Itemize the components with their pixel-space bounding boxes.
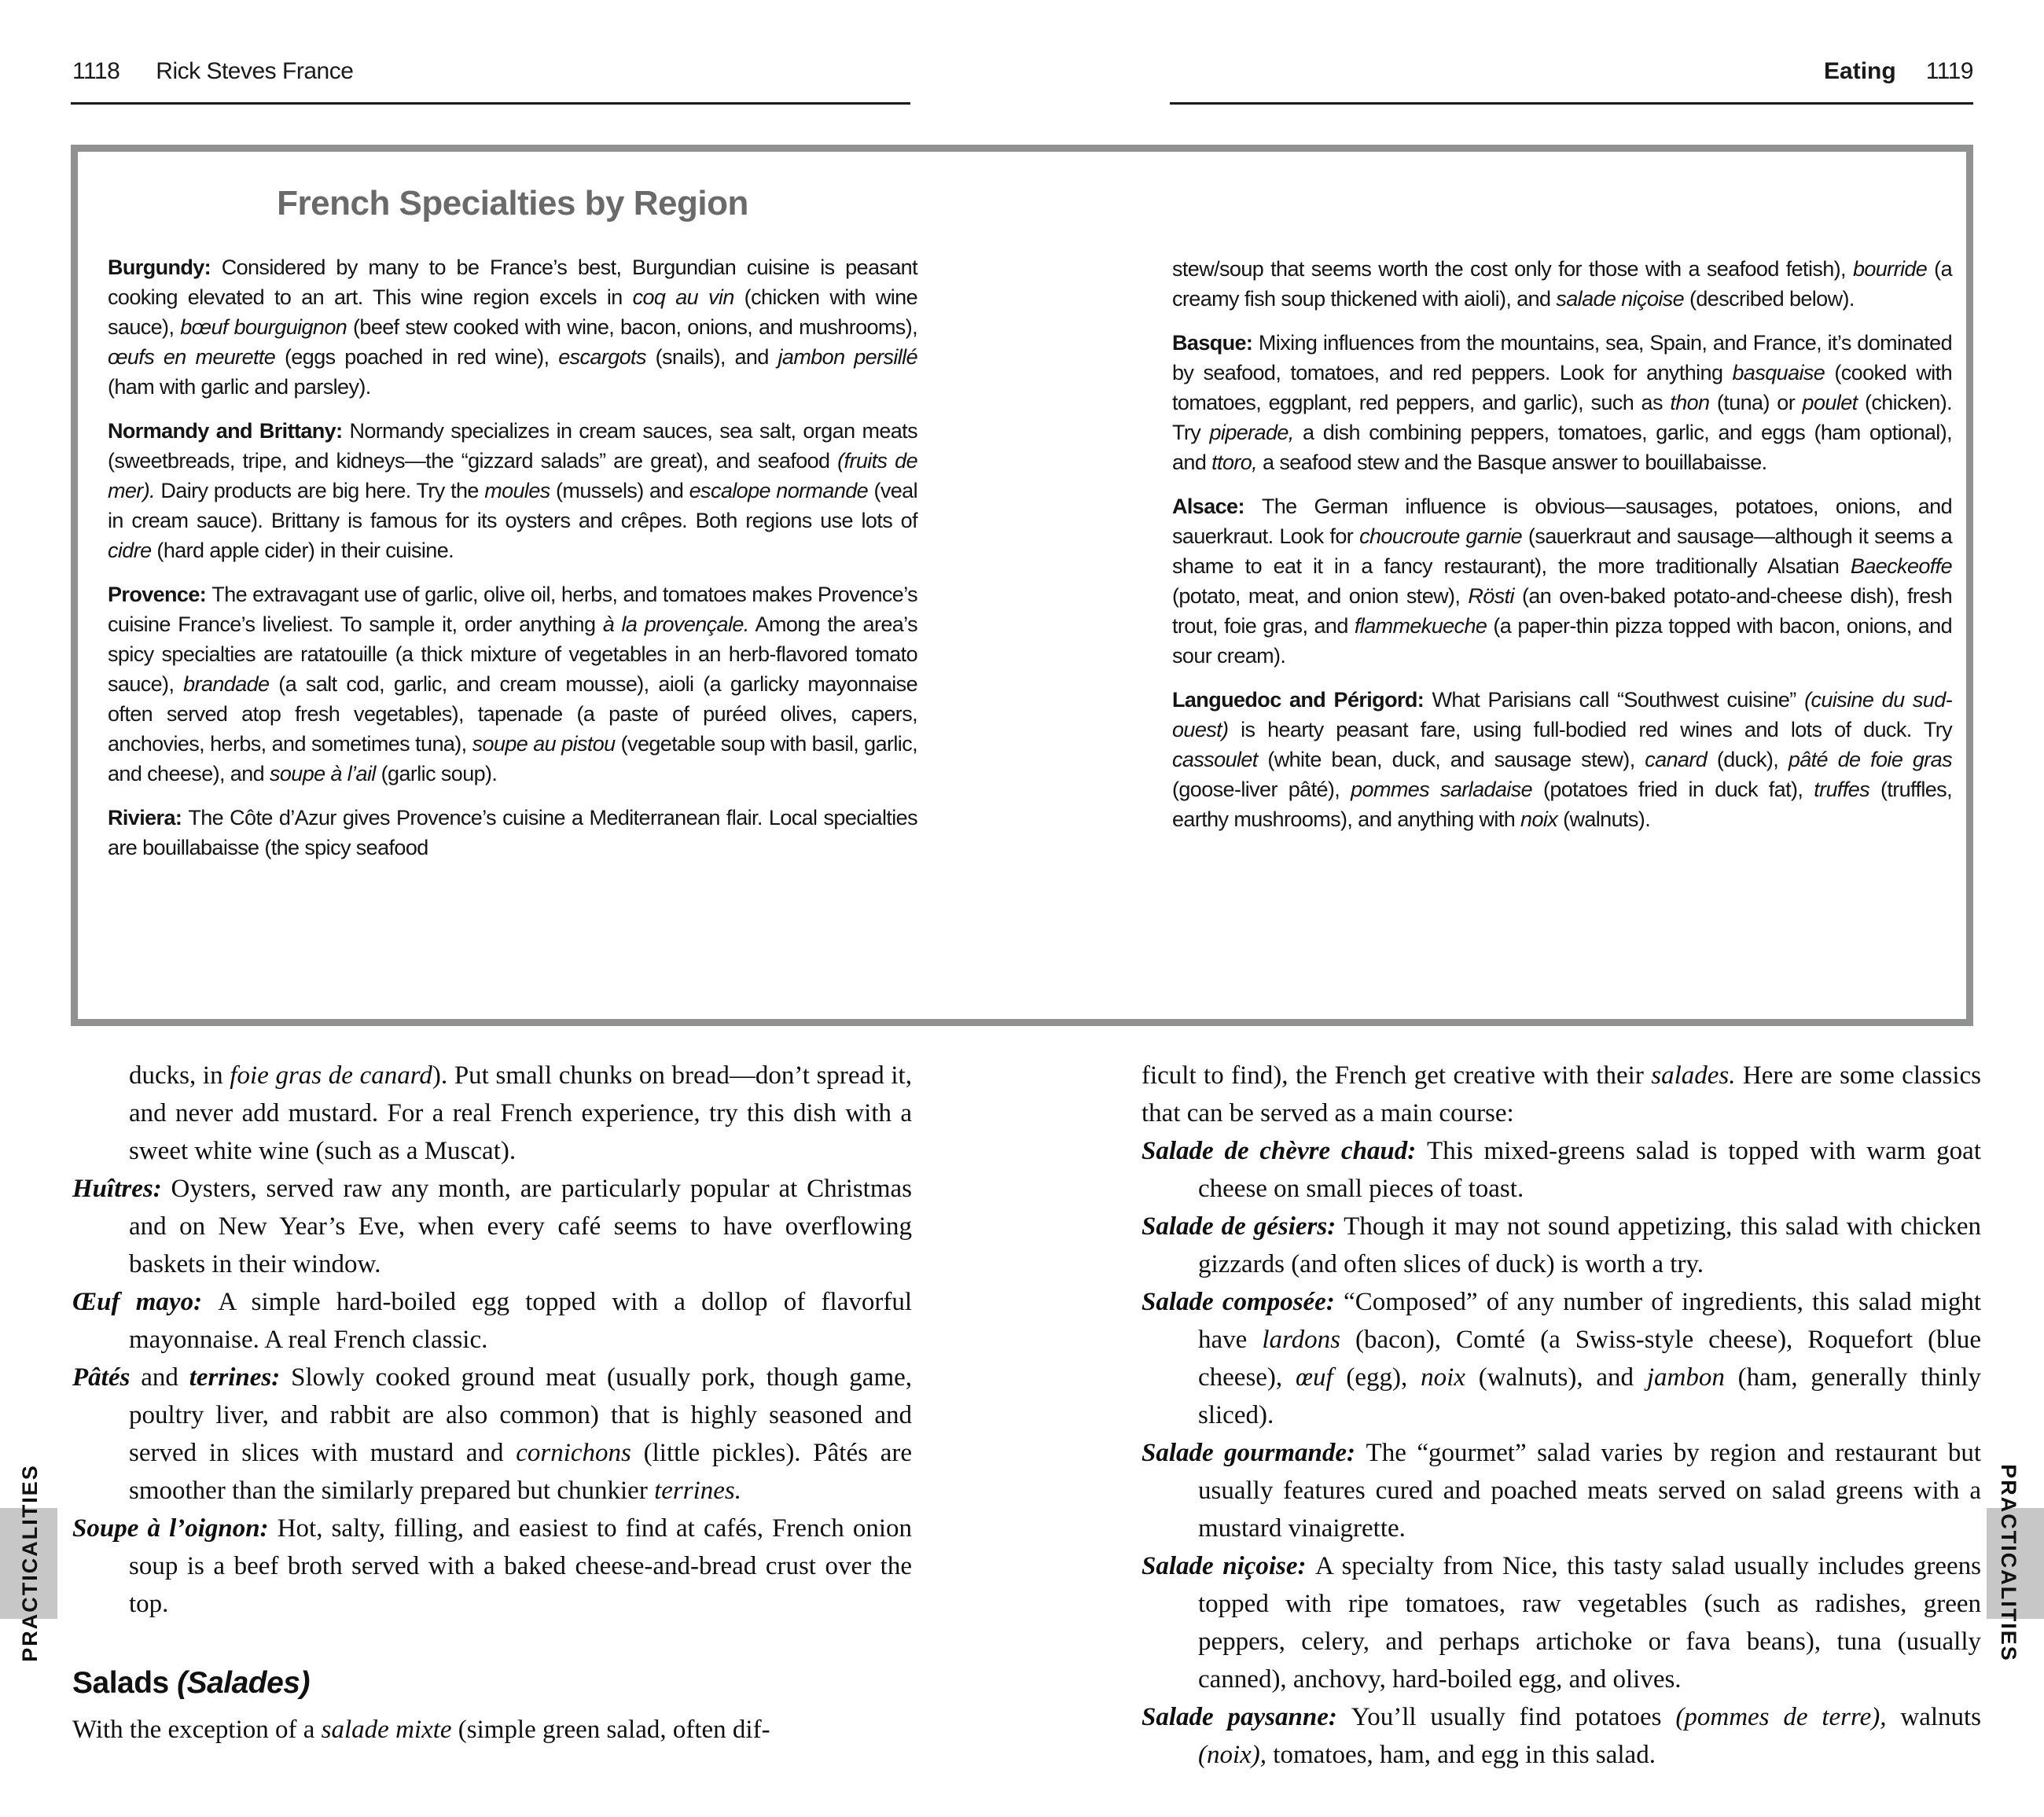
text-segment: Languedoc and Périgord: (1172, 688, 1432, 712)
specialties-box-left-paragraphs (108, 252, 917, 863)
text-segment: Salade gourmande: (1141, 1439, 1366, 1467)
text-segment: Salade paysanne: (1141, 1703, 1351, 1731)
languedoc-perigord-paragraph (1172, 685, 1952, 834)
text-segment: (walnuts), and (1465, 1363, 1647, 1392)
text-segment: (ham, generally thinly sliced). (1198, 1363, 1981, 1429)
text-segment: (a creamy fish soup thickened with aioli), and (1172, 257, 1952, 311)
salade-nicoise-entry (1141, 1547, 1981, 1698)
text-segment: brandade (183, 672, 270, 696)
text-segment: thon (1670, 391, 1710, 414)
text-segment: noix (1520, 807, 1558, 831)
text-segment: Baeckeoffe (1850, 554, 1952, 578)
chapter-title: Eating (1824, 58, 1896, 84)
text-segment: bourride (1852, 257, 1928, 281)
text-segment: ficult to find), the French get creative with their (1141, 1061, 1652, 1090)
text-segment: Mixing influences from the mountains, sea, Spain, and France, it’s dominated by seafood, tomatoes, and red peppers. Look for anything (1172, 331, 1952, 384)
text-segment: (hard apple cider) in their cuisine. (151, 539, 454, 562)
text-segment: truffes (1814, 778, 1870, 801)
text-segment: A specialty from Nice, this tasty salad usually includes greens topped with ripe tomatoes, raw vegetables (such as radishes, green peppers, celery, and perhaps artichoke or fava beans), tuna (usually canned), anchovy, hard-boiled egg, and olives. (1198, 1552, 1982, 1694)
soupe-a-loignon-entry (72, 1510, 912, 1623)
text-segment: What Parisians call “Southwest cuisine” (1432, 688, 1805, 712)
text-segment: Salade niçoise: (1141, 1552, 1316, 1580)
text-segment: terrines. (654, 1477, 741, 1505)
text-segment: a seafood stew and the Basque answer to bouillabaisse. (1257, 451, 1767, 474)
text-segment: ). Put small chunks on bread—don’t spread it, and never add mustard. For a real French experience, try this dish with a sweet white wine (such as a Muscat). (129, 1061, 912, 1165)
salade-paysanne-entry (1141, 1698, 1981, 1774)
text-segment: walnuts (1886, 1703, 1982, 1731)
text-segment: (veal in cream sauce). Brittany is famous for its oysters and crêpes. Both regions use lots of (108, 479, 917, 532)
text-segment: “Composed” of any number of ingredients, this salad might have (1198, 1288, 1982, 1354)
text-segment: œuf (1295, 1363, 1333, 1392)
text-segment: (walnuts). (1557, 807, 1651, 831)
text-segment: à la provençale. (602, 612, 749, 636)
text-segment: escalope normande (689, 479, 869, 502)
text-segment: stew/soup that seems worth the cost only for those with a seafood fetish), (1172, 257, 1853, 281)
text-segment: Rösti (1468, 584, 1514, 608)
riviera-continued-paragraph (1172, 254, 1952, 314)
practicalities-tab-left: PRACTICALITIES (18, 1464, 42, 1662)
salads-intro-paragraph (72, 1711, 912, 1749)
book-title: Rick Steves France (156, 58, 354, 84)
text-segment: Slowly cooked ground meat (usually pork, though game, poultry liver, and rabbit are also common) that is highly seasoned and served in slices with mustard and (129, 1363, 913, 1467)
text-segment: noix (1421, 1363, 1465, 1392)
text-segment: soupe au pistou (472, 732, 616, 756)
text-segment: choucroute garnie (1359, 524, 1523, 548)
text-segment: Œuf mayo: (72, 1288, 219, 1316)
text-segment: (sauerkraut and sausage—although it seems a shame to eat it in a fancy restaurant), the more traditionally Alsatian (1172, 524, 1952, 578)
salade-composee-entry (1141, 1283, 1981, 1434)
provence-paragraph (108, 579, 917, 789)
text-segment: jambon persillé (778, 345, 917, 369)
text-segment: basquaise (1732, 361, 1825, 384)
text-segment: Pâtés (72, 1363, 131, 1392)
text-segment: (a salt cod, garlic, and cream mousse), aioli (a garlicky mayonnaise often served atop fresh vegetables), tapenade (a paste of puréed olives, capers, anchovies, herbs, and sometimes tuna), (108, 672, 918, 756)
text-segment: Here are some classics that can be served as a main course: (1141, 1061, 1981, 1127)
text-segment: Normandy specializes in cream sauces, sea salt, organ meats (sweetbreads, tripe, and kidneys—the “gizzard salads” are great), and seafood (108, 419, 917, 473)
text-segment: (egg), (1333, 1363, 1421, 1392)
text-segment: soupe à l’ail (269, 762, 376, 785)
text-segment: (cuisine du sud-ouest) (1172, 688, 1952, 741)
text-segment: and (130, 1363, 189, 1392)
salads-intro (72, 1711, 912, 1749)
text-segment: The Côte d’Azur gives Provence’s cuisine a Mediterranean flair. Local specialties are bouillabaisse (the spicy seafood (108, 806, 917, 859)
text-segment: salade mixte (321, 1716, 452, 1744)
text-segment: terrines: (189, 1363, 292, 1392)
pates-terrines-entry (72, 1359, 912, 1510)
text-segment: With the exception of a (72, 1716, 322, 1744)
text-segment: (potatoes fried in duck fat), (1532, 778, 1814, 801)
text-segment: salade niçoise (1556, 287, 1685, 311)
text-segment: (eggs poached in red wine), (275, 345, 559, 369)
running-head-left (72, 58, 353, 85)
salade-de-chevre-chaud-entry (1141, 1132, 1981, 1208)
specialties-box-column-right (1172, 182, 1952, 863)
salads-section-heading (72, 1665, 912, 1701)
page-number-left: 1118 (72, 58, 120, 84)
text-segment: (mussels) and (550, 479, 689, 502)
text-segment: ducks, in (129, 1061, 230, 1090)
text-segment: (a paper-thin pizza topped with bacon, onions, and sour cream). (1172, 614, 1952, 668)
text-segment: Salade composée: (1141, 1288, 1344, 1316)
text-segment: foie gras de canard (230, 1061, 432, 1090)
huitres-entry (72, 1170, 912, 1283)
text-segment: cornichons (516, 1439, 631, 1467)
salade-gourmande-entry (1141, 1434, 1981, 1547)
riviera-paragraph (108, 803, 917, 863)
body-column-left (72, 1057, 912, 1749)
text-segment: (goose-liver pâté), (1172, 778, 1351, 801)
salads-intro-continued-paragraph (1141, 1057, 1981, 1132)
body-column-right (1141, 1057, 1981, 1774)
text-segment: (chicken with wine sauce), (108, 285, 918, 339)
text-segment: pâté de foie gras (1788, 748, 1952, 771)
text-segment: Riviera: (108, 806, 189, 829)
text-segment: (duck), (1707, 748, 1788, 771)
text-segment: Normandy and Brittany: (108, 419, 350, 443)
text-segment: Oysters, served raw any month, are particularly popular at Christmas and on New Year’s Eve, when every café seems to have overflowing baskets in their window. (129, 1175, 912, 1278)
text-segment: flammekueche (1354, 614, 1487, 638)
text-segment: (beef stew cooked with wine, bacon, onions, and mushrooms), (347, 315, 918, 339)
practicalities-tab-right: PRACTICALITIES (1997, 1464, 2020, 1662)
text-segment: Considered by many to be France’s best, Burgundian cuisine is peasant cooking elevated to an art. This wine region excels in (108, 256, 917, 309)
text-segment: The extravagant use of garlic, olive oil, herbs, and tomatoes makes Provence’s cuisine France’s liveliest. To sample it, order anything (108, 583, 917, 636)
text-segment: Hot, salty, filling, and easiest to find at cafés, French onion soup is a beef broth served with a baked cheese-and-bread crust over the top. (129, 1514, 912, 1618)
text-segment: canard (1645, 748, 1708, 771)
text-segment: Though it may not sound appetizing, this salad with chicken gizzards (and often slices of duck) is worth a try. (1198, 1212, 1982, 1278)
text-segment: (described below). (1684, 287, 1855, 311)
text-segment: (white bean, duck, and sausage stew), (1257, 748, 1645, 771)
text-segment: poulet (1802, 391, 1858, 414)
text-segment: salades. (1651, 1061, 1736, 1090)
text-segment: Provence: (108, 583, 212, 606)
text-segment: Salads (72, 1666, 178, 1700)
normandy-brittany-paragraph (108, 416, 917, 565)
text-segment: (garlic soup). (375, 762, 498, 785)
specialties-sidebar-box (71, 145, 1973, 1026)
text-segment: jambon (1646, 1363, 1725, 1392)
alsace-paragraph (1172, 491, 1952, 671)
text-segment: is hearty peasant fare, using full-bodied red wines and lots of duck. Try (1228, 718, 1952, 741)
text-segment: (an oven-baked potato-and-cheese dish), fresh trout, foie gras, and (1172, 584, 1952, 638)
text-segment: Alsace: (1172, 495, 1262, 518)
body-left-entries (72, 1057, 912, 1623)
text-segment: (Salades) (177, 1666, 310, 1700)
text-segment: You’ll usually find potatoes (1351, 1703, 1676, 1731)
text-segment: (bacon), Comté (a Swiss-style cheese), Roquefort (blue cheese), (1198, 1326, 1981, 1392)
foie-gras-continued-paragraph (72, 1057, 912, 1170)
text-segment: (pommes de terre), (1675, 1703, 1887, 1731)
text-segment: (noix), (1198, 1741, 1267, 1769)
text-segment: lardons (1262, 1326, 1340, 1354)
text-segment: Burgundy: (108, 256, 222, 279)
text-segment: (little pickles). Pâtés are smoother than the similarly prepared but chunkier (129, 1439, 912, 1505)
text-segment: This mixed-greens salad is topped with warm goat cheese on small pieces of toast. (1198, 1137, 1981, 1203)
text-segment: cassoulet (1172, 748, 1258, 771)
text-segment: Huîtres: (72, 1175, 171, 1203)
text-segment: Basque: (1172, 331, 1259, 355)
text-segment: cidre (108, 539, 152, 562)
specialties-box-column-left (108, 182, 917, 863)
oeuf-mayo-entry (72, 1283, 912, 1359)
header-rule-left (71, 102, 910, 105)
salade-de-gesiers-entry (1141, 1208, 1981, 1283)
text-segment: The “gourmet” salad varies by region and restaurant but usually features cured and poached meats served on salad greens with a mustard vinaigrette. (1198, 1439, 1981, 1543)
text-segment: piperade, (1209, 421, 1294, 444)
text-segment: (potato, meat, and onion stew), (1172, 584, 1469, 608)
text-segment: Salade de gésiers: (1141, 1212, 1344, 1241)
text-segment: moules (484, 479, 550, 502)
text-segment: (vegetable soup with basil, garlic, and cheese), and (108, 732, 917, 785)
text-segment: The German influence is obvious—sausages, potatoes, onions, and sauerkraut. Look for (1172, 495, 1952, 548)
basque-paragraph (1172, 328, 1952, 477)
text-segment: (truffles, earthy mushrooms), and anything with (1172, 778, 1952, 831)
text-segment: tomatoes, ham, and egg in this salad. (1266, 1741, 1656, 1769)
text-segment: (fruits de mer). (108, 449, 917, 502)
text-segment: a dish combining peppers, tomatoes, garlic, and eggs (ham optional), and (1172, 421, 1952, 474)
text-segment: Among the area’s spicy specialties are ratatouille (a thick mixture of vegetables in an herb-flavored tomato sauce), (108, 612, 917, 696)
specialties-box-title: French Specialties by Region (277, 184, 748, 223)
text-segment: escargots (558, 345, 646, 369)
text-segment: Dairy products are big here. Try the (155, 479, 485, 502)
text-segment: Soupe à l’oignon: (72, 1514, 278, 1543)
text-segment: bœuf bourguignon (180, 315, 347, 339)
text-segment: Salade de chèvre chaud: (1141, 1137, 1428, 1165)
text-segment: œufs en meurette (108, 345, 276, 369)
text-segment: ttoro, (1211, 451, 1258, 474)
text-segment: (cooked with tomatoes, eggplant, red peppers, and garlic), such as (1172, 361, 1952, 414)
header-rule-right (1170, 102, 1973, 105)
page-number-right: 1119 (1925, 58, 1973, 84)
running-head-right (1824, 58, 1973, 85)
text-segment: coq au vin (632, 285, 734, 309)
text-segment: (ham with garlic and parsley). (108, 375, 371, 399)
text-segment: (tuna) or (1709, 391, 1803, 414)
text-segment: pommes sarladaise (1351, 778, 1533, 801)
text-segment: A simple hard-boiled egg topped with a dollop of flavorful mayonnaise. A real French classic. (129, 1288, 913, 1354)
burgundy-paragraph (108, 252, 917, 402)
text-segment: (chicken). Try (1172, 391, 1952, 444)
text-segment: (simple green salad, often dif- (451, 1716, 770, 1744)
specialties-box-content (108, 182, 1952, 863)
text-segment: (snails), and (645, 345, 778, 369)
